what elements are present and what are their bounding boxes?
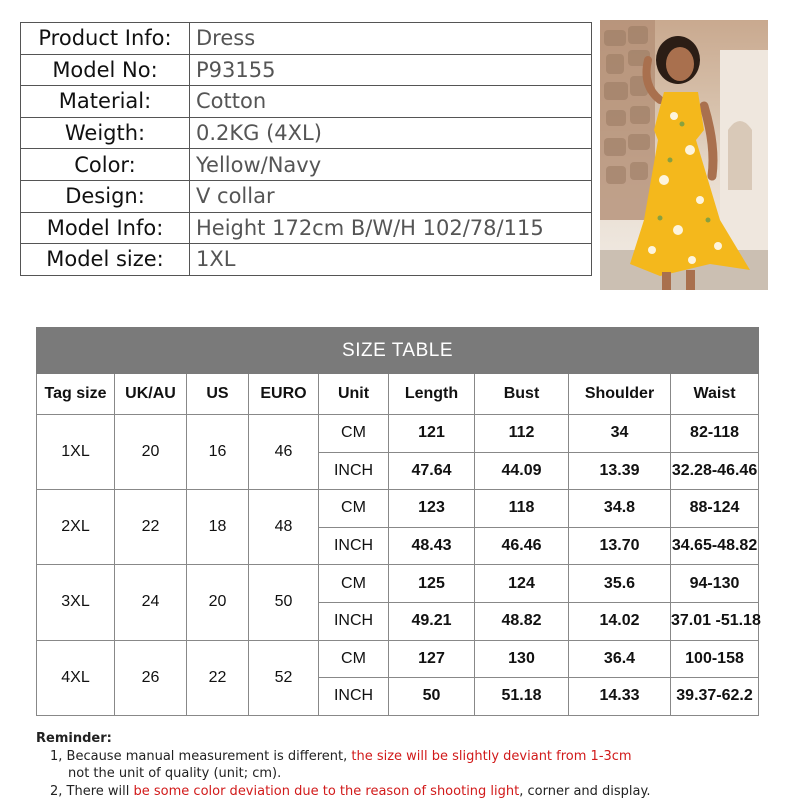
tag-size-cell: 1XL: [37, 415, 115, 490]
shoulder-cell: 13.70: [569, 527, 671, 565]
waist-cell: 82-118: [671, 415, 759, 453]
table-row: [37, 565, 759, 603]
info-label: Product Info:: [21, 23, 190, 55]
shoulder-cell: 13.39: [569, 452, 671, 490]
reminder-text: , corner and display.: [519, 783, 651, 799]
model-photo-illustration: [600, 20, 768, 290]
length-cell: 48.43: [389, 527, 475, 565]
info-value: Cotton: [190, 86, 592, 118]
length-cell: 47.64: [389, 452, 475, 490]
uk-size-cell: 26: [115, 640, 187, 715]
info-row: [21, 86, 592, 118]
column-header: EURO: [249, 374, 319, 415]
euro-size-cell: 50: [249, 565, 319, 640]
us-size-cell: 16: [187, 415, 249, 490]
shoulder-cell: 14.02: [569, 602, 671, 640]
info-row: [21, 180, 592, 212]
bust-cell: 118: [475, 490, 569, 528]
tag-size-cell: 3XL: [37, 565, 115, 640]
us-size-cell: 20: [187, 565, 249, 640]
waist-cell: 34.65-48.82: [671, 527, 759, 565]
info-value: P93155: [190, 54, 592, 86]
info-label: Model Info:: [21, 212, 190, 244]
unit-cell: INCH: [319, 452, 389, 490]
length-cell: 121: [389, 415, 475, 453]
column-header: UK/AU: [115, 374, 187, 415]
column-header: Bust: [475, 374, 569, 415]
info-value: 0.2KG (4XL): [190, 117, 592, 149]
unit-cell: INCH: [319, 602, 389, 640]
bust-cell: 130: [475, 640, 569, 678]
shoulder-cell: 36.4: [569, 640, 671, 678]
bust-cell: 44.09: [475, 452, 569, 490]
waist-cell: 37.01 -51.18: [671, 602, 759, 640]
length-cell: 49.21: [389, 602, 475, 640]
uk-size-cell: 20: [115, 415, 187, 490]
unit-cell: CM: [319, 565, 389, 603]
unit-cell: CM: [319, 640, 389, 678]
column-header: Waist: [671, 374, 759, 415]
reminder-line-1: [36, 748, 650, 766]
bust-cell: 46.46: [475, 527, 569, 565]
length-cell: 50: [389, 678, 475, 716]
info-label: Material:: [21, 86, 190, 118]
unit-cell: INCH: [319, 527, 389, 565]
size-table-title: SIZE TABLE: [37, 328, 759, 374]
unit-cell: CM: [319, 415, 389, 453]
bust-cell: 124: [475, 565, 569, 603]
info-row: [21, 117, 592, 149]
reminder-title: Reminder:: [36, 731, 112, 746]
uk-size-cell: 24: [115, 565, 187, 640]
info-value: Dress: [190, 23, 592, 55]
column-header: Unit: [319, 374, 389, 415]
info-label: Weigth:: [21, 117, 190, 149]
tag-size-cell: 4XL: [37, 640, 115, 715]
reminder-section: [36, 730, 650, 800]
info-value: V collar: [190, 180, 592, 212]
shoulder-cell: 34: [569, 415, 671, 453]
bust-cell: 112: [475, 415, 569, 453]
unit-cell: INCH: [319, 678, 389, 716]
euro-size-cell: 46: [249, 415, 319, 490]
size-table: [36, 327, 759, 716]
euro-size-cell: 52: [249, 640, 319, 715]
info-row: [21, 149, 592, 181]
shoulder-cell: 34.8: [569, 490, 671, 528]
reminder-line-2: not the unit of quality (unit; cm).: [68, 766, 282, 781]
shoulder-cell: 35.6: [569, 565, 671, 603]
us-size-cell: 18: [187, 490, 249, 565]
info-label: Model No:: [21, 54, 190, 86]
reminder-text: 1, Because manual measurement is different,: [50, 748, 352, 764]
us-size-cell: 22: [187, 640, 249, 715]
bust-cell: 51.18: [475, 678, 569, 716]
info-row: [21, 212, 592, 244]
info-value: Height 172cm B/W/H 102/78/115: [190, 212, 592, 244]
euro-size-cell: 48: [249, 490, 319, 565]
table-row: [37, 490, 759, 528]
reminder-line-3: [36, 783, 650, 801]
length-cell: 125: [389, 565, 475, 603]
column-header: US: [187, 374, 249, 415]
column-header: Length: [389, 374, 475, 415]
bust-cell: 48.82: [475, 602, 569, 640]
table-row: [37, 640, 759, 678]
info-row: [21, 54, 592, 86]
reminder-highlight: be some color deviation due to the reason of shooting light: [133, 783, 520, 799]
model-photo: [600, 20, 768, 290]
unit-cell: CM: [319, 490, 389, 528]
waist-cell: 88-124: [671, 490, 759, 528]
tag-size-cell: 2XL: [37, 490, 115, 565]
reminder-highlight: the size will be slightly deviant from 1-3cm: [351, 748, 632, 764]
column-header: Tag size: [37, 374, 115, 415]
info-label: Design:: [21, 180, 190, 212]
reminder-text: 2, There will: [50, 783, 134, 799]
product-info-table: [20, 22, 592, 276]
length-cell: 127: [389, 640, 475, 678]
waist-cell: 32.28-46.46: [671, 452, 759, 490]
length-cell: 123: [389, 490, 475, 528]
uk-size-cell: 22: [115, 490, 187, 565]
info-row: [21, 23, 592, 55]
table-row: [37, 415, 759, 453]
waist-cell: 39.37-62.2: [671, 678, 759, 716]
info-row: [21, 244, 592, 276]
info-label: Color:: [21, 149, 190, 181]
column-header: Shoulder: [569, 374, 671, 415]
info-value: 1XL: [190, 244, 592, 276]
waist-cell: 94-130: [671, 565, 759, 603]
size-table-header-row: [37, 374, 759, 415]
waist-cell: 100-158: [671, 640, 759, 678]
shoulder-cell: 14.33: [569, 678, 671, 716]
info-value: Yellow/Navy: [190, 149, 592, 181]
info-label: Model size:: [21, 244, 190, 276]
